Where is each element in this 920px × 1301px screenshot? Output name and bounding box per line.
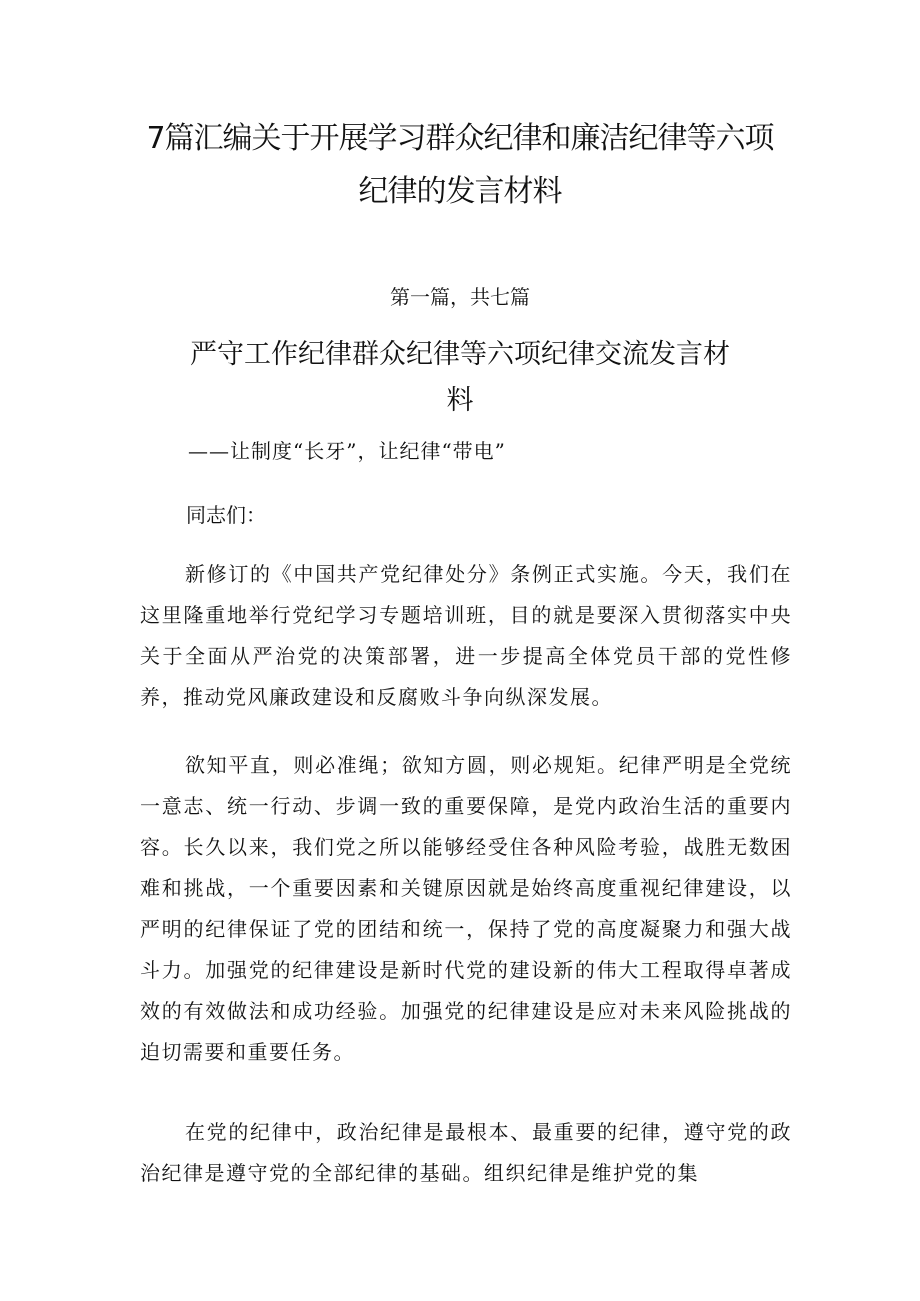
body-paragraph: 欲知平直，则必准绳；欲知方圆，则必规矩。纪律严明是全党统一意志、统一行动、步调一致的重要保障，是党内政治生活的重要内容。长久以来，我们党之所以能够经受住各种风险考验，战胜无数困难和挑战，一个重要因素和关键原因就是始终高度重视纪律建设，以严明的纪律保证了党的团结和统一，保持了党的高度凝聚力和强大战斗力。加强党的纪律建设是新时代党的建设新的伟大工程取得卓著成效的有效做法和成功经验。加强党的纪律建设是应对未来风险挑战的迫切需要和重要任务。 — [140, 753, 792, 1064]
section-title-line-1: 严守工作纪律群众纪律等六项纪律交流发言材 — [190, 339, 730, 370]
part-label: 第一篇，共七篇 — [390, 285, 530, 309]
document-title-line-2: 纪律的发言材料 — [358, 174, 562, 209]
document-title — [100, 112, 820, 218]
section-title — [140, 332, 780, 424]
document-title-line-1: 7篇汇编关于开展学习群众纪律和廉洁纪律等六项 — [146, 121, 774, 156]
section-tagline: ——让制度“长牙”，让纪律“带电” — [188, 439, 506, 463]
section-title-line-2: 料 — [446, 385, 474, 416]
body-paragraph: 在党的纪律中，政治纪律是最根本、最重要的纪律，遵守党的政治纪律是遵守党的全部纪律的基础。组织纪律是维护党的集 — [140, 1120, 792, 1185]
salutation: 同志们： — [186, 503, 266, 527]
body-paragraph: 新修订的《中国共产党纪律处分》条例正式实施。今天，我们在这里隆重地举行党纪学习专题培训班，目的就是要深入贯彻落实中央关于全面从严治党的决策部署，进一步提高全体党员干部的党性修养，推动党风廉政建设和反腐败斗争向纵深发展。 — [140, 562, 792, 709]
